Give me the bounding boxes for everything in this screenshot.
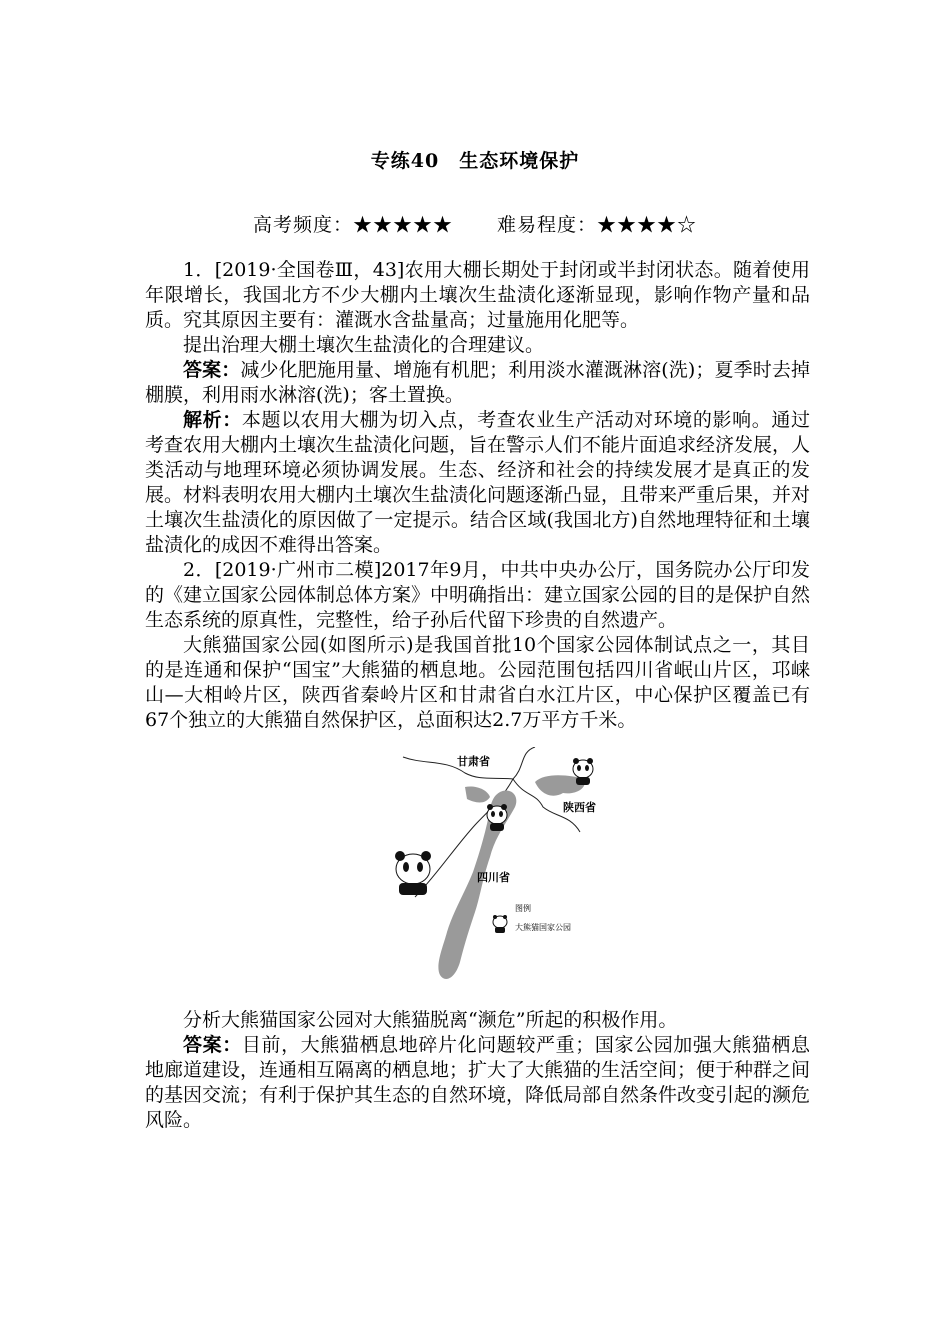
q1-analysis-text: 本题以农用大棚为切入点，考查农业生产活动对环境的影响。通过考查农用大棚内土壤次生盐渍化问题，旨在警示人们不能片面追求经济发展，人类活动与地理环境必须协调发展。生态、经济和社会的持续发展才是真正的发展。材料表明农用大棚内土壤次生盐渍化问题逐渐凸显，且带来严重后果，并对土壤次生盐渍化的原因做了一定提示。结合区域(我国北方)自然地理特征和土壤盐渍化的成因不难得出答案。 [145,409,811,556]
legend-panda-icon [493,915,507,933]
q1-analysis [145,408,810,558]
park-region-baishuijiang [465,786,490,802]
q2-answer-text: 目前，大熊猫栖息地碎片化问题较严重；国家公园加强大熊猫栖息地廊道建设，连通相互隔离的栖息地；扩大了大熊猫的生活空间；便于种群之间的基因交流；有利于保护其生态的自然环境，降低局部自然条件改变引起的濒危风险。 [145,1034,811,1131]
label-sichuan: 四川省 [477,871,510,884]
meta-line [0,210,950,237]
q2-material: 大熊猫国家公园(如图所示)是我国首批10个国家公园体制试点之一，其目的是连通和保护“国宝”大熊猫的栖息地。公园范围包括四川省岷山片区，邛崃山—大相岭片区，陕西省秦岭片区和甘肃省白水江片区，中心保护区覆盖已有67个独立的大熊猫自然保护区，总面积达2.7万平方千米。 [145,634,810,731]
panda-park-map [395,747,625,992]
frequency-label: 高考频度： [252,214,353,236]
page-title: 专练40 生态环境保护 [370,150,580,172]
panda-icon [573,758,593,785]
panda-icon [395,851,431,895]
q2-stem: 2．[2019·广州市二模]2017年9月，中共中央办公厅，国务院办公厅印发的《建立国家公园体制总体方案》中明确指出：建立国家公园的目的是保护自然生态系统的原真性，完整性，给子孙后代留下珍贵的自然遗产。 [145,559,811,631]
q1-answer-label: 答案： [183,359,241,381]
q1-answer [145,358,810,408]
q1-question: 提出治理大棚土壤次生盐渍化的合理建议。 [183,334,545,356]
difficulty-stars: ★★★★☆ [597,214,698,236]
label-shaanxi: 陕西省 [563,801,596,814]
q2-answer [145,1033,810,1133]
label-gansu: 甘肃省 [457,755,490,768]
q1-stem: 1．[2019·全国卷Ⅲ，43]农用大棚长期处于封闭或半封闭状态。随着使用年限增长，我国北方不少大棚内土壤次生盐渍化逐渐显现，影响作物产量和品质。究其原因主要有：灌溉水含盐量高；过量施用化肥等。 [145,259,810,331]
content-body [145,258,810,1133]
legend-title: 图例 [515,904,531,913]
legend-item-label: 大熊猫国家公园 [515,923,571,932]
q2-question: 分析大熊猫国家公园对大熊猫脱离“濒危”所起的积极作用。 [183,1009,678,1031]
q1-analysis-label: 解析： [183,409,242,431]
panda-icon [487,804,507,831]
difficulty-label: 难易程度： [497,214,598,236]
frequency-stars: ★★★★★ [352,214,453,236]
q1-answer-text: 减少化肥施用量、增施有机肥；利用淡水灌溉淋溶(洗)；夏季时去掉棚膜，利用雨水淋溶(洗)；客土置换。 [145,359,810,406]
q2-answer-label: 答案： [183,1034,242,1056]
